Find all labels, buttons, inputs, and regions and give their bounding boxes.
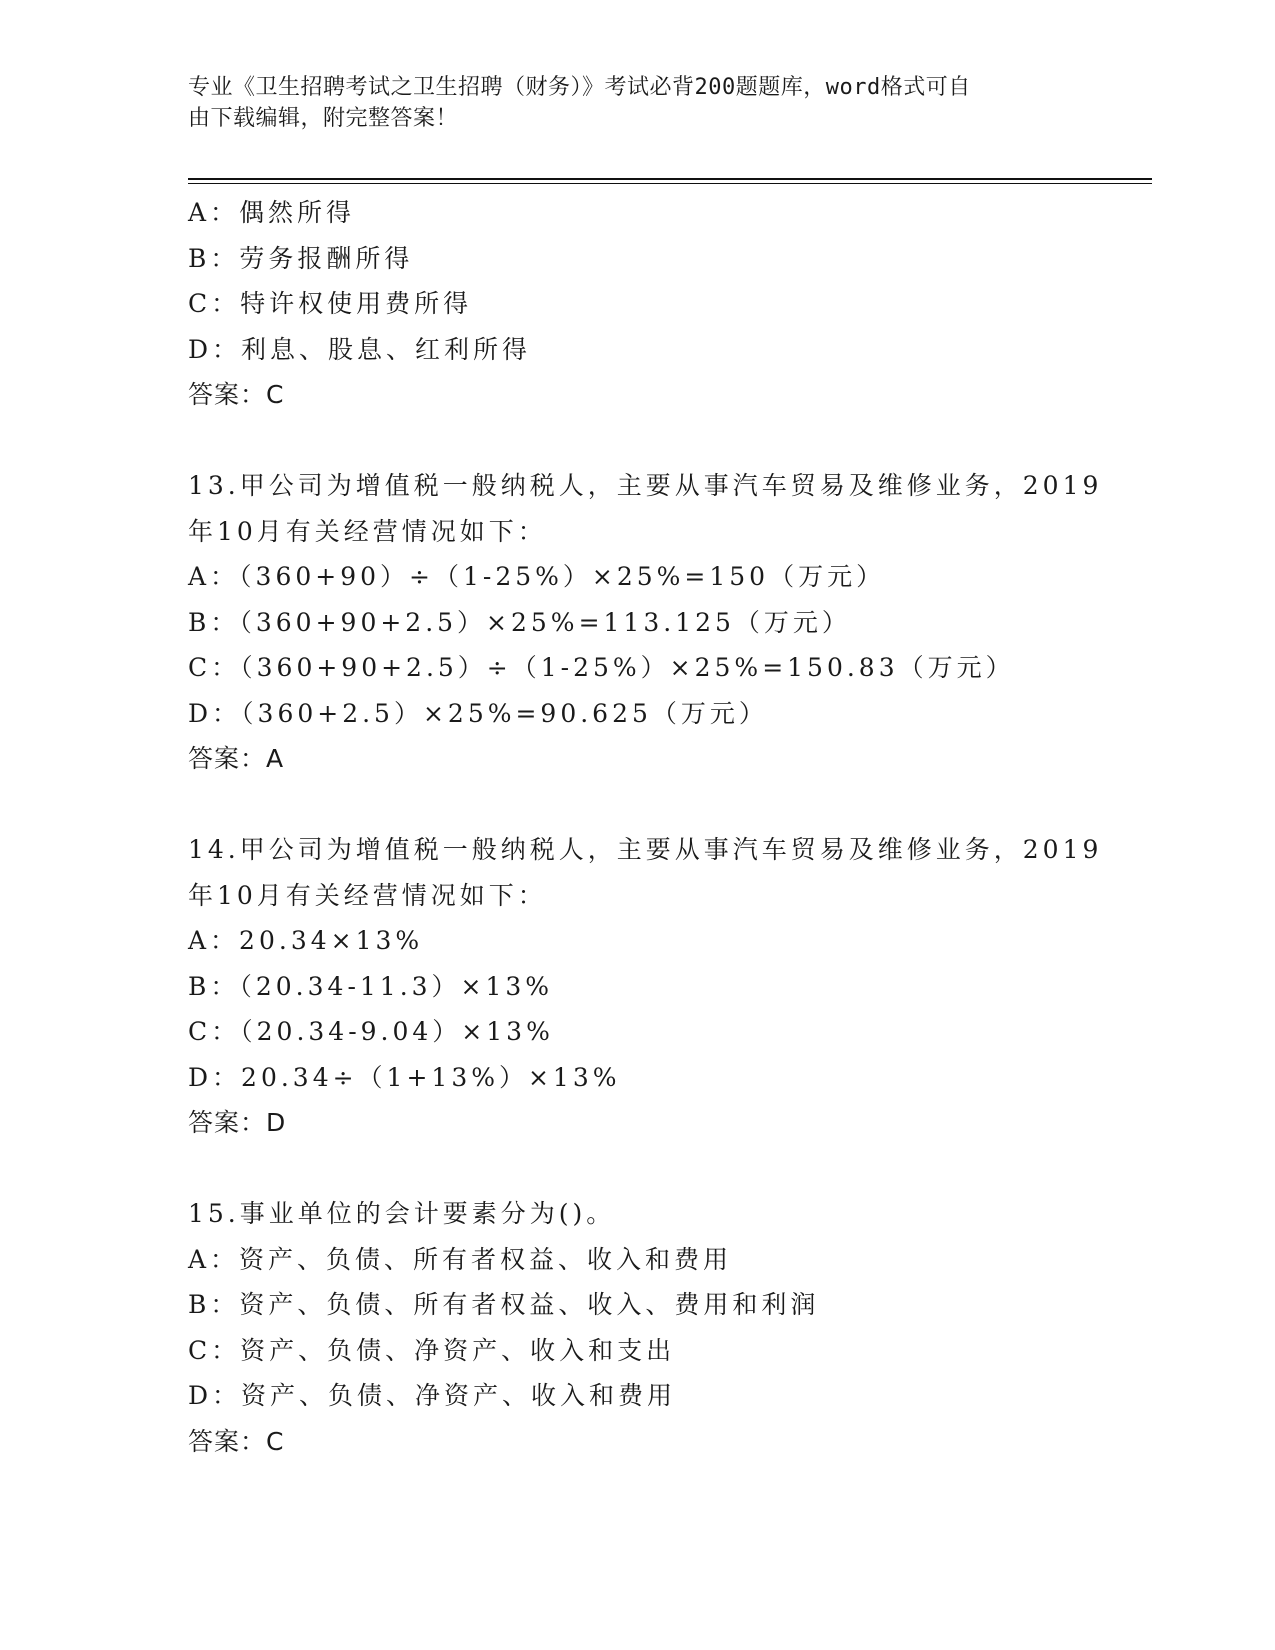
document-header <box>188 72 1068 134</box>
option-a: A：资产、负债、所有者权益、收入和费用 <box>188 1244 733 1274</box>
option-a: A：20.34×13% <box>188 926 424 955</box>
option-b: B：资产、负债、所有者权益、收入、费用和利润 <box>188 1290 820 1319</box>
question-stem-continued: 年10月有关经营情况如下： <box>188 516 547 546</box>
option-b: B：劳务报酬所得 <box>188 243 414 273</box>
option-b: B：（360+90+2.5）×25%=113.125（万元） <box>188 607 851 637</box>
header-divider-thick <box>188 178 1152 180</box>
answer: 答案：C <box>188 1426 285 1456</box>
header-line-1: 专业《卫生招聘考试之卫生招聘（财务）》考试必背200题题库，word格式可自 <box>188 75 971 100</box>
question-stem: 14.甲公司为增值税一般纳税人，主要从事汽车贸易及维修业务，2019 <box>188 835 1103 864</box>
option-c: C：（20.34-9.04）×13% <box>188 1017 554 1046</box>
option-d: D：利息、股息、红利所得 <box>188 334 532 364</box>
spacer <box>188 418 1088 464</box>
question-stem: 15.事业单位的会计要素分为()。 <box>188 1199 616 1228</box>
question-14 <box>188 827 1103 1146</box>
header-divider-thin <box>188 183 1152 184</box>
option-b: B：（20.34-11.3）×13% <box>188 971 554 1001</box>
answer: 答案：D <box>188 1108 287 1137</box>
option-d: D：（360+2.5）×25%=90.625（万元） <box>188 698 768 728</box>
option-c: C：资产、负债、净资产、收入和支出 <box>188 1335 676 1365</box>
question-stem: 13.甲公司为增值税一般纳税人，主要从事汽车贸易及维修业务，2019 <box>188 471 1103 500</box>
option-c: C：特许权使用费所得 <box>188 289 473 318</box>
question-list <box>188 190 1103 1464</box>
question-13 <box>188 463 1103 782</box>
spacer <box>188 782 1088 828</box>
header-line-2: 由下载编辑，附完整答案！ <box>188 106 459 131</box>
option-a: A：（360+90）÷（1-25%）×25%=150（万元） <box>188 562 886 591</box>
option-d: D：资产、负债、净资产、收入和费用 <box>188 1381 677 1410</box>
question-15 <box>188 1191 1088 1464</box>
option-c: C：（360+90+2.5）÷（1-25%）×25%=150.83（万元） <box>188 653 1015 682</box>
option-a: A：偶然所得 <box>188 198 356 227</box>
question-12 <box>188 190 1088 418</box>
answer: 答案：A <box>188 744 285 773</box>
option-d: D：20.34÷（1+13%）×13% <box>188 1062 621 1092</box>
spacer <box>188 1146 1088 1192</box>
answer: 答案：C <box>188 380 285 409</box>
question-stem-continued: 年10月有关经营情况如下： <box>188 880 547 910</box>
